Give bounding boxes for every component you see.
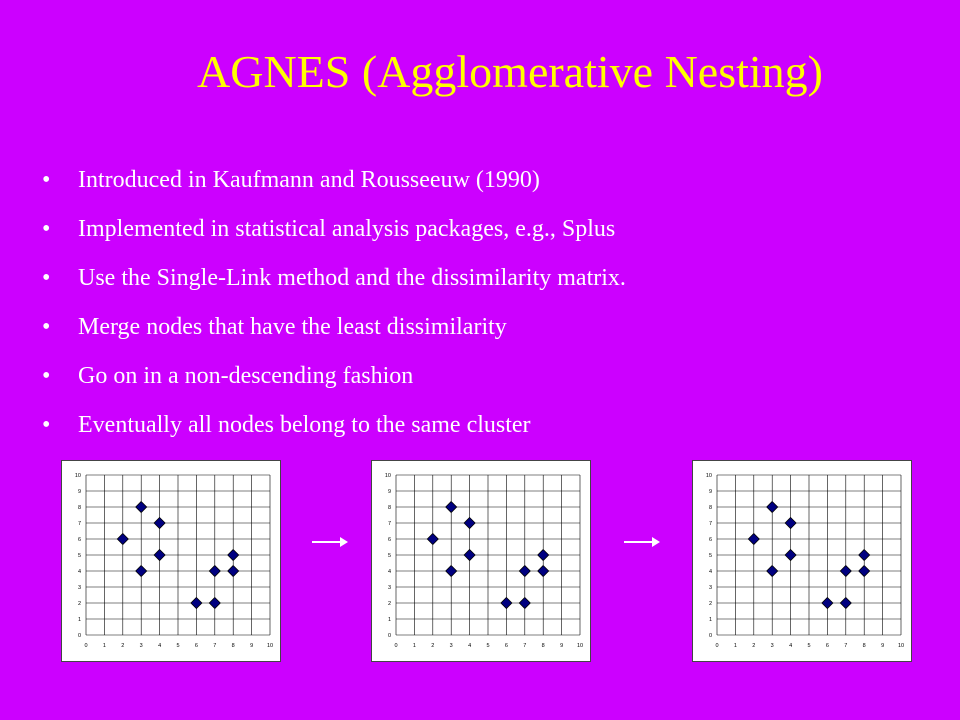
data-point <box>191 598 202 609</box>
y-tick-label: 5 <box>387 553 391 559</box>
y-tick-label: 10 <box>74 473 81 479</box>
y-tick-label: 8 <box>77 505 81 511</box>
y-tick-label: 5 <box>77 553 81 559</box>
bullet-dot: • <box>42 167 51 193</box>
x-tick-label: 10 <box>266 643 274 649</box>
data-point <box>840 598 851 609</box>
data-point <box>209 598 220 609</box>
x-tick-label: 3 <box>449 643 453 649</box>
bullet-text: Implemented in statistical analysis packages, e.g., Splus <box>78 216 616 242</box>
data-point <box>822 598 833 609</box>
x-tick-label: 9 <box>250 643 254 649</box>
data-point <box>209 566 220 577</box>
x-tick-label: 8 <box>541 643 545 649</box>
y-tick-label: 8 <box>387 505 391 511</box>
data-point <box>228 550 239 561</box>
bullet-item <box>42 209 626 258</box>
data-point <box>859 550 870 561</box>
x-tick-label: 0 <box>84 643 88 649</box>
y-tick-label: 7 <box>708 521 712 527</box>
y-tick-label: 6 <box>77 537 81 543</box>
x-tick-label: 1 <box>733 643 737 649</box>
bullet-text: Go on in a non-descending fashion <box>78 363 414 389</box>
bullet-dot: • <box>42 314 51 340</box>
x-tick-label: 2 <box>431 643 435 649</box>
bullet-list <box>42 160 626 454</box>
y-tick-label: 2 <box>708 601 712 607</box>
data-point <box>748 534 759 545</box>
x-tick-label: 1 <box>102 643 106 649</box>
x-tick-label: 8 <box>862 643 866 649</box>
x-tick-label: 5 <box>486 643 490 649</box>
bullet-text: Merge nodes that have the least dissimilarity <box>78 314 507 340</box>
x-tick-label: 1 <box>412 643 416 649</box>
y-tick-label: 6 <box>708 537 712 543</box>
bullet-text: Use the Single-Link method and the dissimilarity matrix. <box>78 265 626 291</box>
scatter-plot-svg <box>62 461 280 661</box>
bullet-dot: • <box>42 363 51 389</box>
data-point <box>859 566 870 577</box>
x-tick-label: 10 <box>897 643 905 649</box>
data-point <box>117 534 128 545</box>
y-tick-label: 1 <box>708 617 712 623</box>
data-point <box>538 566 549 577</box>
x-tick-label: 9 <box>560 643 564 649</box>
data-point <box>446 502 457 513</box>
data-point <box>446 566 457 577</box>
y-tick-label: 10 <box>705 473 712 479</box>
data-point <box>136 502 147 513</box>
data-point <box>519 598 530 609</box>
y-tick-label: 3 <box>387 585 391 591</box>
x-tick-label: 5 <box>176 643 180 649</box>
x-tick-label: 7 <box>844 643 848 649</box>
data-point <box>136 566 147 577</box>
bullet-dot: • <box>42 412 51 438</box>
y-tick-label: 4 <box>387 569 391 575</box>
x-tick-label: 6 <box>504 643 508 649</box>
bullet-dot: • <box>42 265 51 291</box>
data-point <box>767 566 778 577</box>
y-tick-label: 3 <box>708 585 712 591</box>
y-tick-label: 0 <box>708 633 712 639</box>
scatter-chart-step-3 <box>692 460 912 662</box>
bullet-item <box>42 307 626 356</box>
y-tick-label: 9 <box>77 489 81 495</box>
bullet-text: Eventually all nodes belong to the same cluster <box>78 412 531 438</box>
y-tick-label: 0 <box>77 633 81 639</box>
bullet-item <box>42 258 626 307</box>
scatter-chart-step-2 <box>371 460 591 662</box>
data-point <box>154 550 165 561</box>
bullet-item <box>42 356 626 405</box>
x-tick-label: 2 <box>121 643 125 649</box>
bullet-dot: • <box>42 216 51 242</box>
x-tick-label: 7 <box>523 643 527 649</box>
y-tick-label: 2 <box>387 601 391 607</box>
data-point <box>519 566 530 577</box>
x-tick-label: 3 <box>770 643 774 649</box>
y-tick-label: 9 <box>708 489 712 495</box>
x-tick-label: 4 <box>468 643 472 649</box>
y-tick-label: 4 <box>77 569 81 575</box>
data-point <box>427 534 438 545</box>
data-point <box>154 518 165 529</box>
scatter-plot-svg <box>372 461 590 661</box>
x-tick-label: 0 <box>715 643 719 649</box>
data-point <box>501 598 512 609</box>
x-tick-label: 9 <box>881 643 885 649</box>
x-tick-label: 4 <box>158 643 162 649</box>
data-point <box>464 518 475 529</box>
y-tick-label: 8 <box>708 505 712 511</box>
y-tick-label: 3 <box>77 585 81 591</box>
x-tick-label: 3 <box>139 643 143 649</box>
x-tick-label: 8 <box>231 643 235 649</box>
y-tick-label: 2 <box>77 601 81 607</box>
bullet-item <box>42 405 626 454</box>
right-arrow-icon <box>622 534 662 550</box>
slide-title: AGNES (Agglomerative Nesting) <box>197 46 823 97</box>
data-point <box>767 502 778 513</box>
data-point <box>228 566 239 577</box>
x-tick-label: 4 <box>789 643 793 649</box>
x-tick-label: 6 <box>194 643 198 649</box>
data-point <box>464 550 475 561</box>
scatter-plot-svg <box>693 461 911 661</box>
x-tick-label: 10 <box>576 643 584 649</box>
x-tick-label: 6 <box>825 643 829 649</box>
y-tick-label: 7 <box>77 521 81 527</box>
y-tick-label: 5 <box>708 553 712 559</box>
x-tick-label: 7 <box>213 643 217 649</box>
y-tick-label: 6 <box>387 537 391 543</box>
scatter-chart-step-1 <box>61 460 281 662</box>
y-tick-label: 1 <box>77 617 81 623</box>
bullet-item <box>42 160 626 209</box>
y-tick-label: 4 <box>708 569 712 575</box>
x-tick-label: 0 <box>394 643 398 649</box>
bullet-text: Introduced in Kaufmann and Rousseeuw (1990) <box>78 167 540 193</box>
y-tick-label: 0 <box>387 633 391 639</box>
x-tick-label: 5 <box>807 643 811 649</box>
data-point <box>785 518 796 529</box>
y-tick-label: 10 <box>384 473 391 479</box>
data-point <box>785 550 796 561</box>
data-point <box>840 566 851 577</box>
y-tick-label: 7 <box>387 521 391 527</box>
x-tick-label: 2 <box>752 643 756 649</box>
data-point <box>538 550 549 561</box>
right-arrow-icon <box>310 534 350 550</box>
y-tick-label: 1 <box>387 617 391 623</box>
y-tick-label: 9 <box>387 489 391 495</box>
